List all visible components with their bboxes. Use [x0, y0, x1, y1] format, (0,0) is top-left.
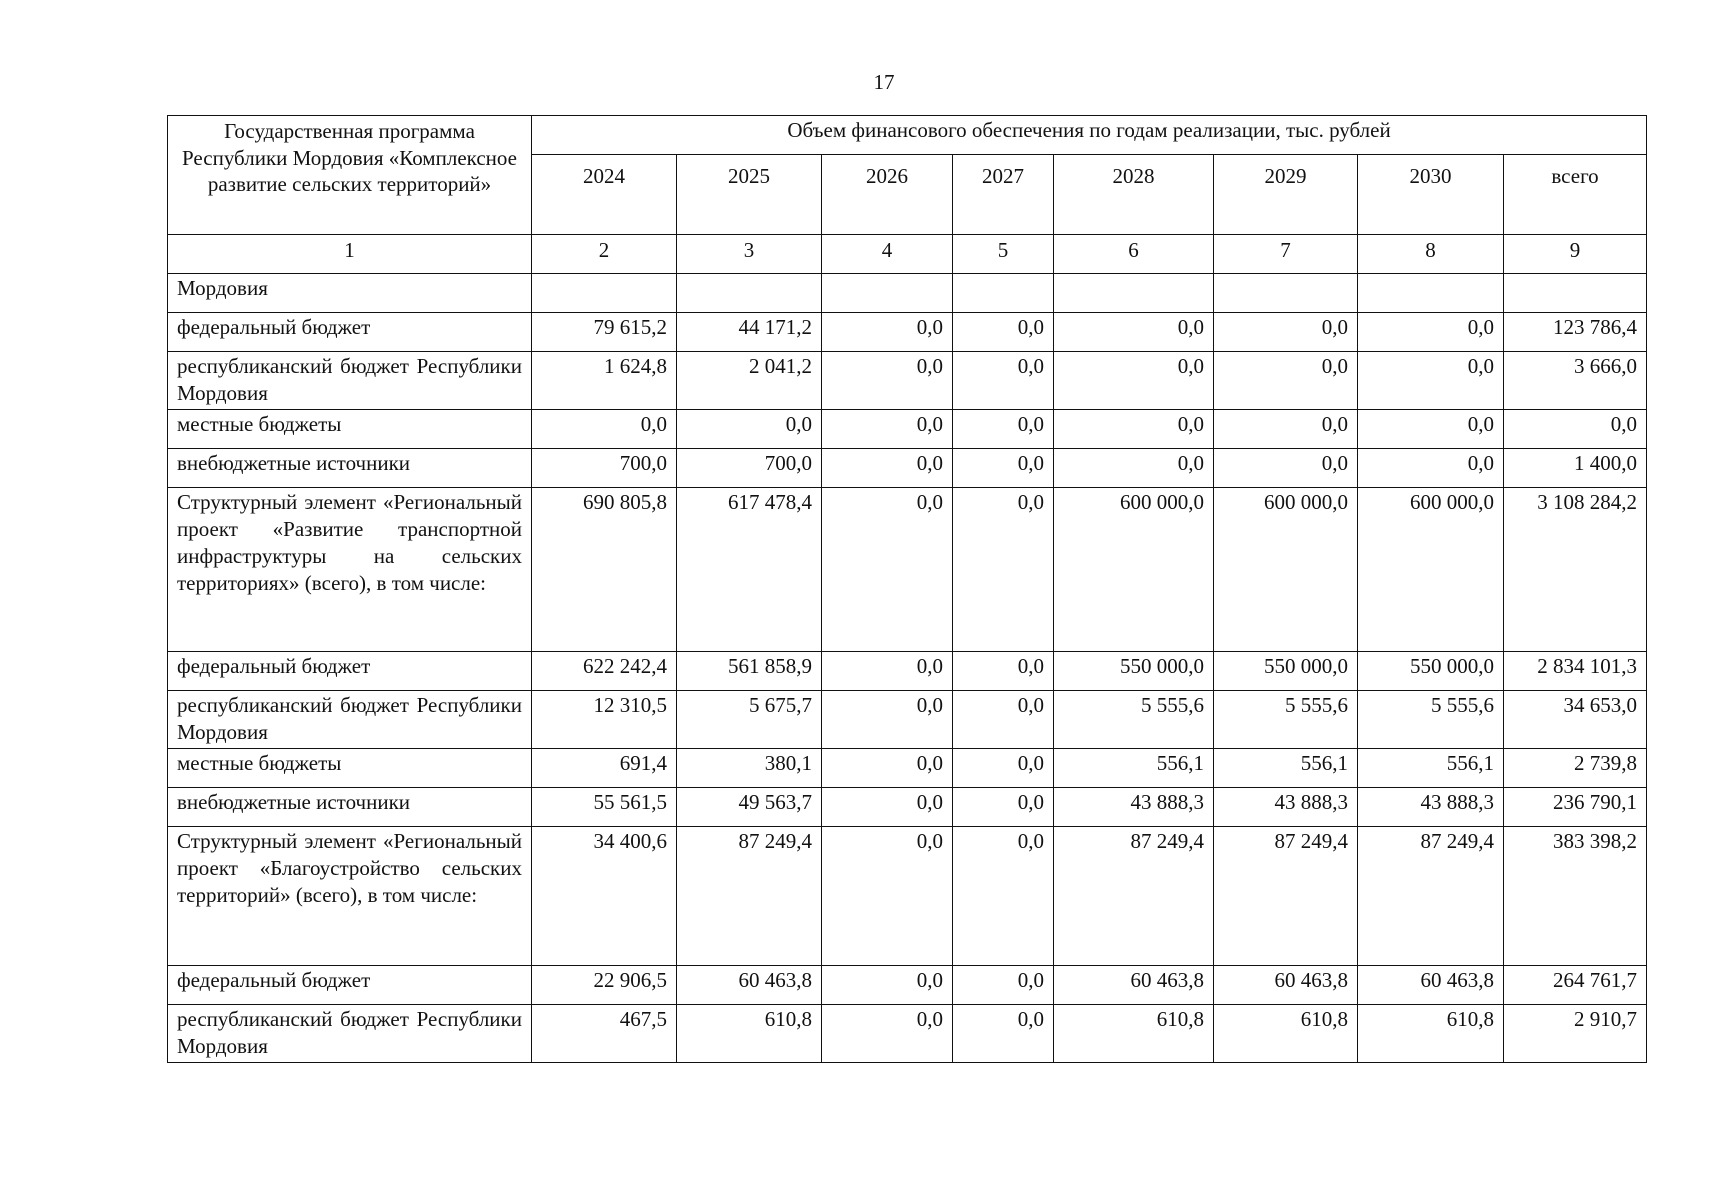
cell-value: 0,0: [822, 1005, 953, 1063]
cell-value: [532, 274, 677, 313]
cell-value: 0,0: [822, 652, 953, 691]
cell-value: 5 555,6: [1358, 691, 1504, 749]
cell-value: 3 108 284,2: [1504, 488, 1647, 652]
cell-value: 0,0: [953, 1005, 1054, 1063]
year-header-2030: 2030: [1358, 155, 1504, 235]
table-row: [168, 652, 1647, 691]
cell-value: 550 000,0: [1358, 652, 1504, 691]
year-header-2027: 2027: [953, 155, 1054, 235]
cell-value: 0,0: [1358, 352, 1504, 410]
cell-value: 0,0: [953, 449, 1054, 488]
cell-value: 0,0: [1214, 449, 1358, 488]
column-number: 6: [1054, 235, 1214, 274]
cell-value: 123 786,4: [1504, 313, 1647, 352]
cell-value: 561 858,9: [677, 652, 822, 691]
column-number: 7: [1214, 235, 1358, 274]
cell-value: 264 761,7: [1504, 966, 1647, 1005]
cell-value: 610,8: [1214, 1005, 1358, 1063]
cell-value: 0,0: [677, 410, 822, 449]
cell-value: 610,8: [1358, 1005, 1504, 1063]
cell-value: 5 675,7: [677, 691, 822, 749]
cell-value: 60 463,8: [1214, 966, 1358, 1005]
financing-table: [167, 115, 1647, 1063]
cell-value: 55 561,5: [532, 788, 677, 827]
cell-value: 34 653,0: [1504, 691, 1647, 749]
cell-value: 0,0: [822, 449, 953, 488]
financing-group-header: Объем финансового обеспечения по годам реализации, тыс. рублей: [532, 116, 1647, 155]
cell-value: 0,0: [1214, 410, 1358, 449]
table-row: [168, 313, 1647, 352]
cell-value: 43 888,3: [1054, 788, 1214, 827]
column-number: 1: [168, 235, 532, 274]
cell-value: 49 563,7: [677, 788, 822, 827]
year-header-2028: 2028: [1054, 155, 1214, 235]
cell-value: 34 400,6: [532, 827, 677, 966]
cell-value: [953, 274, 1054, 313]
cell-value: 556,1: [1054, 749, 1214, 788]
cell-value: 87 249,4: [677, 827, 822, 966]
cell-value: [1054, 274, 1214, 313]
table-header: [168, 116, 1647, 274]
table-row: [168, 488, 1647, 652]
table-row: [168, 352, 1647, 410]
column-number: 9: [1504, 235, 1647, 274]
cell-value: 60 463,8: [1358, 966, 1504, 1005]
cell-value: 87 249,4: [1358, 827, 1504, 966]
cell-value: 691,4: [532, 749, 677, 788]
column-number: 3: [677, 235, 822, 274]
cell-value: 0,0: [953, 966, 1054, 1005]
cell-value: 2 041,2: [677, 352, 822, 410]
cell-value: 236 790,1: [1504, 788, 1647, 827]
program-header: Государственная программа Республики Мордовия «Комплексное развитие сельских территорий»: [168, 116, 532, 235]
cell-value: 0,0: [1054, 352, 1214, 410]
cell-value: 87 249,4: [1054, 827, 1214, 966]
row-label: республиканский бюджет Республики Мордовия: [168, 352, 532, 410]
page-number-text: 17: [873, 70, 895, 94]
cell-value: 383 398,2: [1504, 827, 1647, 966]
cell-value: 60 463,8: [1054, 966, 1214, 1005]
cell-value: 700,0: [677, 449, 822, 488]
cell-value: 0,0: [822, 410, 953, 449]
year-header-2026: 2026: [822, 155, 953, 235]
row-label: внебюджетные источники: [168, 788, 532, 827]
cell-value: 690 805,8: [532, 488, 677, 652]
table-row: [168, 274, 1647, 313]
cell-value: 0,0: [822, 966, 953, 1005]
cell-value: 22 906,5: [532, 966, 677, 1005]
cell-value: 550 000,0: [1054, 652, 1214, 691]
total-header: всего: [1504, 155, 1647, 235]
cell-value: 0,0: [822, 827, 953, 966]
table-row: [168, 966, 1647, 1005]
cell-value: [677, 274, 822, 313]
cell-value: 79 615,2: [532, 313, 677, 352]
cell-value: 622 242,4: [532, 652, 677, 691]
cell-value: 0,0: [953, 352, 1054, 410]
row-label: республиканский бюджет Республики Мордовия: [168, 1005, 532, 1063]
cell-value: 0,0: [953, 488, 1054, 652]
cell-value: 0,0: [953, 827, 1054, 966]
cell-value: 0,0: [1358, 313, 1504, 352]
cell-value: 0,0: [953, 410, 1054, 449]
cell-value: 5 555,6: [1054, 691, 1214, 749]
row-label: федеральный бюджет: [168, 652, 532, 691]
table-row: [168, 827, 1647, 966]
cell-value: 0,0: [822, 313, 953, 352]
row-label: федеральный бюджет: [168, 966, 532, 1005]
column-number: 2: [532, 235, 677, 274]
column-number: 4: [822, 235, 953, 274]
cell-value: 5 555,6: [1214, 691, 1358, 749]
cell-value: 0,0: [822, 488, 953, 652]
cell-value: 0,0: [822, 749, 953, 788]
cell-value: 600 000,0: [1054, 488, 1214, 652]
cell-value: 0,0: [953, 788, 1054, 827]
cell-value: 43 888,3: [1358, 788, 1504, 827]
cell-value: 12 310,5: [532, 691, 677, 749]
header-row-group: [168, 116, 1647, 155]
cell-value: 0,0: [953, 652, 1054, 691]
column-number: 5: [953, 235, 1054, 274]
cell-value: 0,0: [1054, 313, 1214, 352]
table-row: [168, 449, 1647, 488]
table-row: [168, 1005, 1647, 1063]
cell-value: 1 400,0: [1504, 449, 1647, 488]
table-row: [168, 749, 1647, 788]
cell-value: 610,8: [677, 1005, 822, 1063]
cell-value: 43 888,3: [1214, 788, 1358, 827]
cell-value: 0,0: [1054, 410, 1214, 449]
cell-value: 0,0: [822, 788, 953, 827]
page-number: [0, 70, 1710, 95]
cell-value: 550 000,0: [1214, 652, 1358, 691]
row-label: внебюджетные источники: [168, 449, 532, 488]
table-row: [168, 410, 1647, 449]
table-row: [168, 691, 1647, 749]
cell-value: 556,1: [1214, 749, 1358, 788]
cell-value: 0,0: [822, 352, 953, 410]
cell-value: [822, 274, 953, 313]
cell-value: [1214, 274, 1358, 313]
cell-value: [1358, 274, 1504, 313]
table-body: [168, 274, 1647, 1063]
cell-value: 44 171,2: [677, 313, 822, 352]
cell-value: 0,0: [822, 691, 953, 749]
cell-value: 617 478,4: [677, 488, 822, 652]
row-label: Структурный элемент «Региональный проект «Благоустройство сельских территорий» (всего), в том числе:: [168, 827, 532, 966]
cell-value: 0,0: [532, 410, 677, 449]
cell-value: 0,0: [1358, 410, 1504, 449]
cell-value: 0,0: [953, 313, 1054, 352]
cell-value: 2 739,8: [1504, 749, 1647, 788]
cell-value: 467,5: [532, 1005, 677, 1063]
row-label: местные бюджеты: [168, 749, 532, 788]
column-number-row: [168, 235, 1647, 274]
cell-value: 610,8: [1054, 1005, 1214, 1063]
row-label: федеральный бюджет: [168, 313, 532, 352]
year-header-2024: 2024: [532, 155, 677, 235]
cell-value: 1 624,8: [532, 352, 677, 410]
column-number: 8: [1358, 235, 1504, 274]
cell-value: 2 834 101,3: [1504, 652, 1647, 691]
cell-value: 700,0: [532, 449, 677, 488]
cell-value: 380,1: [677, 749, 822, 788]
table-row: [168, 788, 1647, 827]
cell-value: 0,0: [1358, 449, 1504, 488]
row-label: республиканский бюджет Республики Мордовия: [168, 691, 532, 749]
cell-value: 87 249,4: [1214, 827, 1358, 966]
cell-value: 3 666,0: [1504, 352, 1647, 410]
cell-value: 2 910,7: [1504, 1005, 1647, 1063]
cell-value: 0,0: [1214, 352, 1358, 410]
cell-value: 0,0: [953, 749, 1054, 788]
cell-value: 600 000,0: [1358, 488, 1504, 652]
cell-value: 0,0: [1054, 449, 1214, 488]
year-header-2025: 2025: [677, 155, 822, 235]
row-label: Мордовия: [168, 274, 532, 313]
cell-value: 0,0: [1504, 410, 1647, 449]
year-header-2029: 2029: [1214, 155, 1358, 235]
cell-value: 60 463,8: [677, 966, 822, 1005]
row-label: Структурный элемент «Региональный проект «Развитие транспортной инфраструктуры на сельских территориях» (всего), в том числе:: [168, 488, 532, 652]
cell-value: 556,1: [1358, 749, 1504, 788]
cell-value: 0,0: [1214, 313, 1358, 352]
cell-value: 0,0: [953, 691, 1054, 749]
row-label: местные бюджеты: [168, 410, 532, 449]
cell-value: 600 000,0: [1214, 488, 1358, 652]
cell-value: [1504, 274, 1647, 313]
